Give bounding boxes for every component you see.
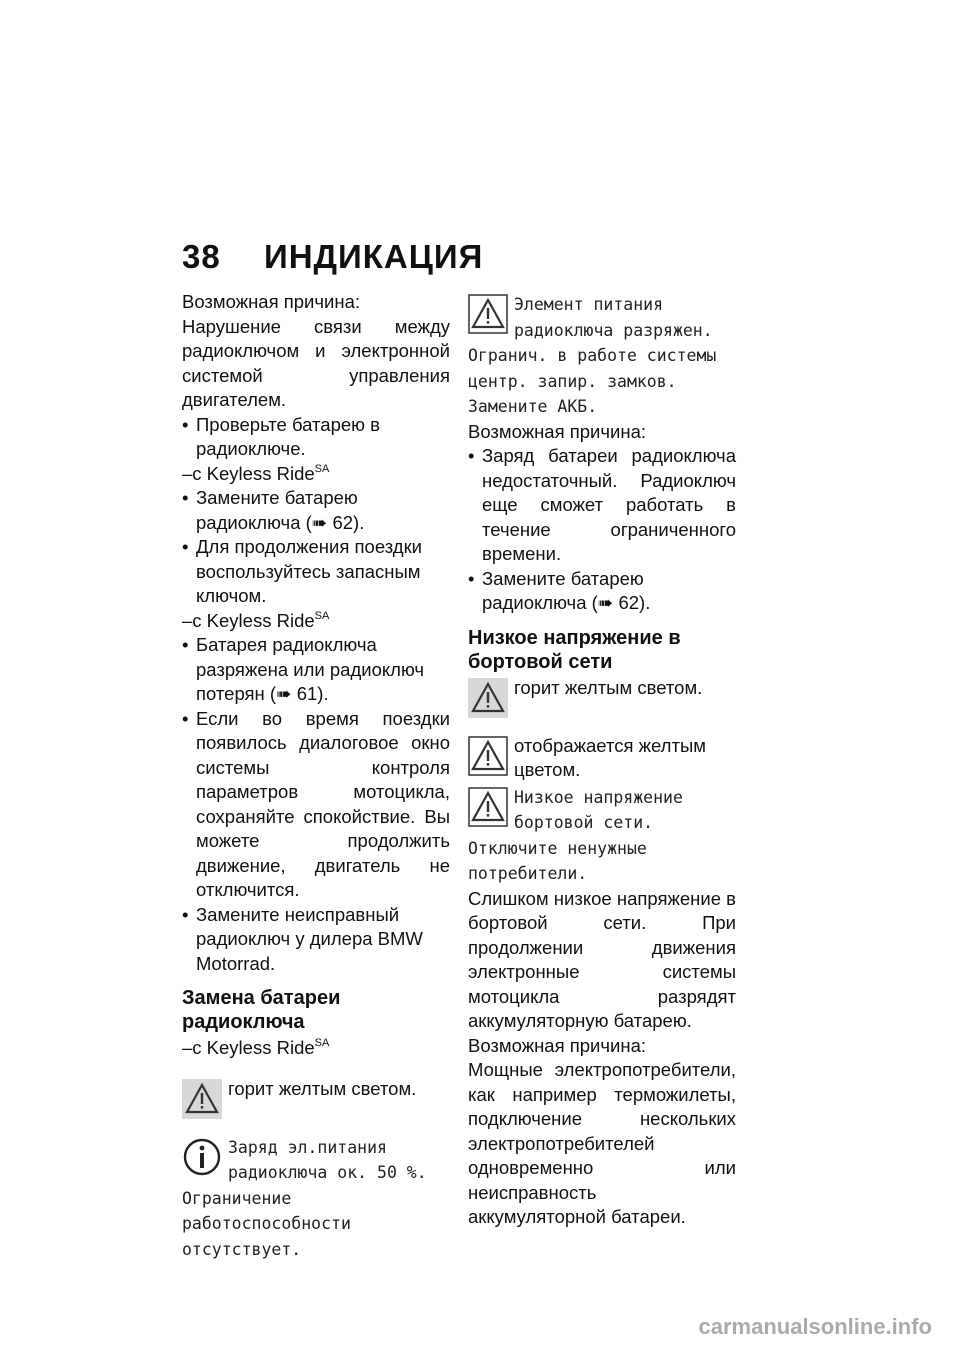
warning-message xyxy=(468,785,736,887)
info-icon xyxy=(182,1137,222,1177)
body-text: Слишком низкое напряжение в бортовой сети. При продолжении движения электронные системы мотоцикла разрядят аккумуляторную батарею. xyxy=(468,887,736,1031)
cause-label: Возможная причина: xyxy=(468,420,646,442)
page-title: ИНДИКАЦИЯ xyxy=(264,238,484,275)
warning-display xyxy=(468,734,736,783)
left-column xyxy=(182,290,450,1262)
cause-label: Возможная причина: xyxy=(468,1034,646,1056)
warning-triangle-icon xyxy=(182,1079,222,1119)
section-title: Замена батареи радиоключа xyxy=(182,987,341,1033)
info-message xyxy=(182,1135,450,1263)
condition-label: –с Keyless Ride$^{SA}$ xyxy=(182,462,330,484)
warning-indicator xyxy=(182,1077,450,1119)
warning-text: горит желтым светом. xyxy=(228,1077,417,1099)
info-message-text: Заряд эл.питания радиоключа ок. 50 %. Ограничение работоспособности отсутствует. xyxy=(182,1137,427,1259)
warning-message-text: Элемент питания радиоключа разряжен. Огранич. в работе системы центр. запир. замков. Замените АКБ. xyxy=(468,295,717,416)
list-item: • Заряд батареи радиоключа недостаточный. Радиоключ еще сможет работать в течение ограниченного времени. xyxy=(468,444,736,567)
page-number: 38 xyxy=(182,238,221,275)
section-title: Низкое напряжение в бортовой сети xyxy=(468,626,681,673)
page-header xyxy=(182,238,483,276)
page-ref-arrow-icon: ➠ xyxy=(276,683,292,704)
warning-indicator xyxy=(468,676,736,718)
list-item: • Замените батарею радиоключа (➠ 62). xyxy=(468,567,736,616)
condition-label: –с Keyless Ride$^{SA}$ xyxy=(182,1037,330,1058)
warning-triangle-icon xyxy=(468,678,508,718)
list-item: • Для продолжения поездки воспользуйтесь запасным ключом. xyxy=(182,535,450,609)
sa-mark: SA xyxy=(314,609,330,622)
warning-text: отображается желтым цветом. xyxy=(514,734,706,780)
list-item: • Батарея радиоключа разряжена или радиоключ потерян (➠ 61). xyxy=(182,633,450,707)
condition-label: –с Keyless Ride$^{SA}$ xyxy=(182,609,330,631)
cause-label: Возможная причина: xyxy=(182,291,360,312)
list-item: • Замените батарею радиоключа (➠ 62). xyxy=(182,486,450,535)
page-ref-arrow-icon: ➠ xyxy=(311,511,328,533)
warning-triangle-icon xyxy=(468,736,508,776)
list-item: • Замените неисправный радиоключ у дилера BMW Motorrad. xyxy=(182,903,450,977)
warning-triangle-icon xyxy=(468,294,508,334)
sa-mark: SA xyxy=(314,1037,330,1049)
sa-mark: SA xyxy=(314,462,330,475)
cause-text: Нарушение связи между радиоключом и электронной системой управления двигателем. xyxy=(182,315,450,410)
watermark: carmanualsonline.info xyxy=(698,1314,932,1339)
body-text: Мощные электропотребители, как например терможилеты, подключение нескольких электропотребителей одновременно или неисправность аккумуляторной батареи. xyxy=(468,1059,736,1227)
warning-message xyxy=(468,292,736,420)
warning-text: горит желтым светом. xyxy=(514,676,703,698)
list-item: • Если во время поездки появилось диалоговое окно системы контроля параметров мотоцикла, сохраняйте спокойствие. Вы можете продолжить движение, двигатель не отключится. xyxy=(182,707,450,903)
page-ref-arrow-icon: ➠ xyxy=(597,592,614,613)
list-item: • Проверьте батарею в радиоключе. xyxy=(182,413,450,462)
warning-triangle-icon xyxy=(468,787,508,827)
right-column xyxy=(468,290,736,1230)
warning-message-text: Низкое напряжение бортовой сети. Отключите ненужные потребители. xyxy=(468,787,683,883)
